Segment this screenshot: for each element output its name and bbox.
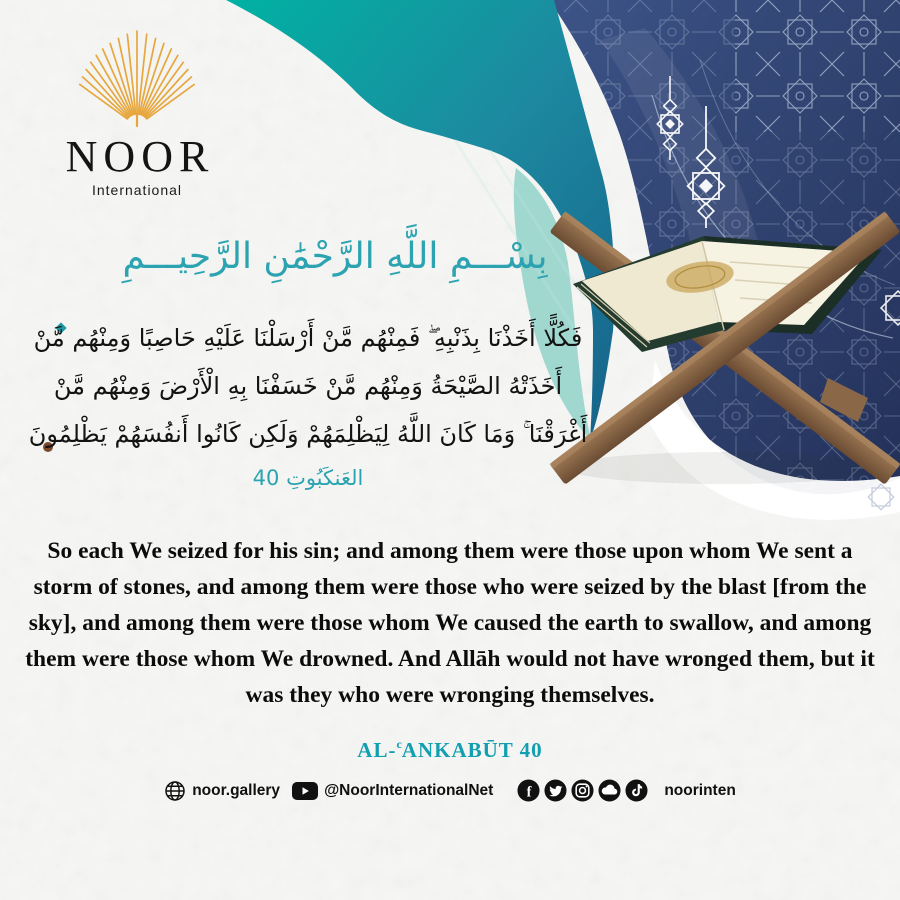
- instagram-icon: [571, 779, 594, 802]
- brand-subtitle: International: [91, 182, 183, 198]
- reference-superscript: c: [396, 737, 402, 751]
- social-handle-text: noorinten: [664, 781, 736, 799]
- reference-main: ANKABŪT 40: [401, 738, 543, 762]
- english-translation: So each We seized for his sin; and among them were those upon whom We sent a storm of stones, and among them were those who were seized by the blast [from the sky], and among them were those whom We caused the earth to swallow, and among them were those whom We drowned. And Allāh would not have wronged them, but it was they who were wronging themselves.: [25, 538, 875, 708]
- youtube-icon: [292, 782, 318, 800]
- noor-logo: [37, 22, 237, 198]
- website-item: [164, 780, 280, 802]
- youtube-item: [292, 782, 493, 800]
- english-surah-reference: [0, 737, 900, 763]
- footer: [0, 779, 900, 802]
- social-icons: [517, 779, 648, 802]
- arabic-verse: [22, 314, 594, 492]
- soundcloud-icon: [598, 779, 621, 802]
- facebook-icon: [517, 779, 540, 802]
- website-text: noor.gallery: [192, 781, 281, 799]
- reference-prefix: AL-: [357, 738, 397, 762]
- arabic-verse-line-3: أَغْرَقْنَا ۚ وَمَا كَانَ اللَّهُ لِيَظْلِمَهُمْ وَلَكِن كَانُوا أَنفُسَهُمْ يَظْلِمُونَ: [28, 420, 588, 448]
- bismillah-calligraphy: بِسْـــمِ اللَّهِ الرَّحْمَٰنِ الرَّحِيـــمِ: [122, 236, 548, 277]
- rays-logo-icon: [37, 22, 237, 128]
- svg-text:f: f: [526, 784, 532, 801]
- tiktok-icon: [625, 779, 648, 802]
- arabic-verse-line-1: فَكُلًّا أَخَذْنَا بِذَنْبِهِ ۖ فَمِنْهُم مَّنْ أَرْسَلْنَا عَلَيْهِ حَاصِبًا وَمِنْهُم مَّنْ: [33, 324, 583, 352]
- brand-name: NOOR: [65, 132, 215, 181]
- arabic-surah-reference: العَنكَبُوتِ 40: [252, 466, 364, 490]
- youtube-handle-text: @NoorInternationalNet: [324, 781, 494, 799]
- twitter-icon: [544, 779, 567, 802]
- arabic-verse-line-2: أَخَذَتْهُ الصَّيْحَةُ وَمِنْهُم مَّنْ خَسَفْنَا بِهِ الْأَرْضَ وَمِنْهُم مَّنْ: [53, 372, 563, 400]
- globe-icon: [164, 780, 186, 802]
